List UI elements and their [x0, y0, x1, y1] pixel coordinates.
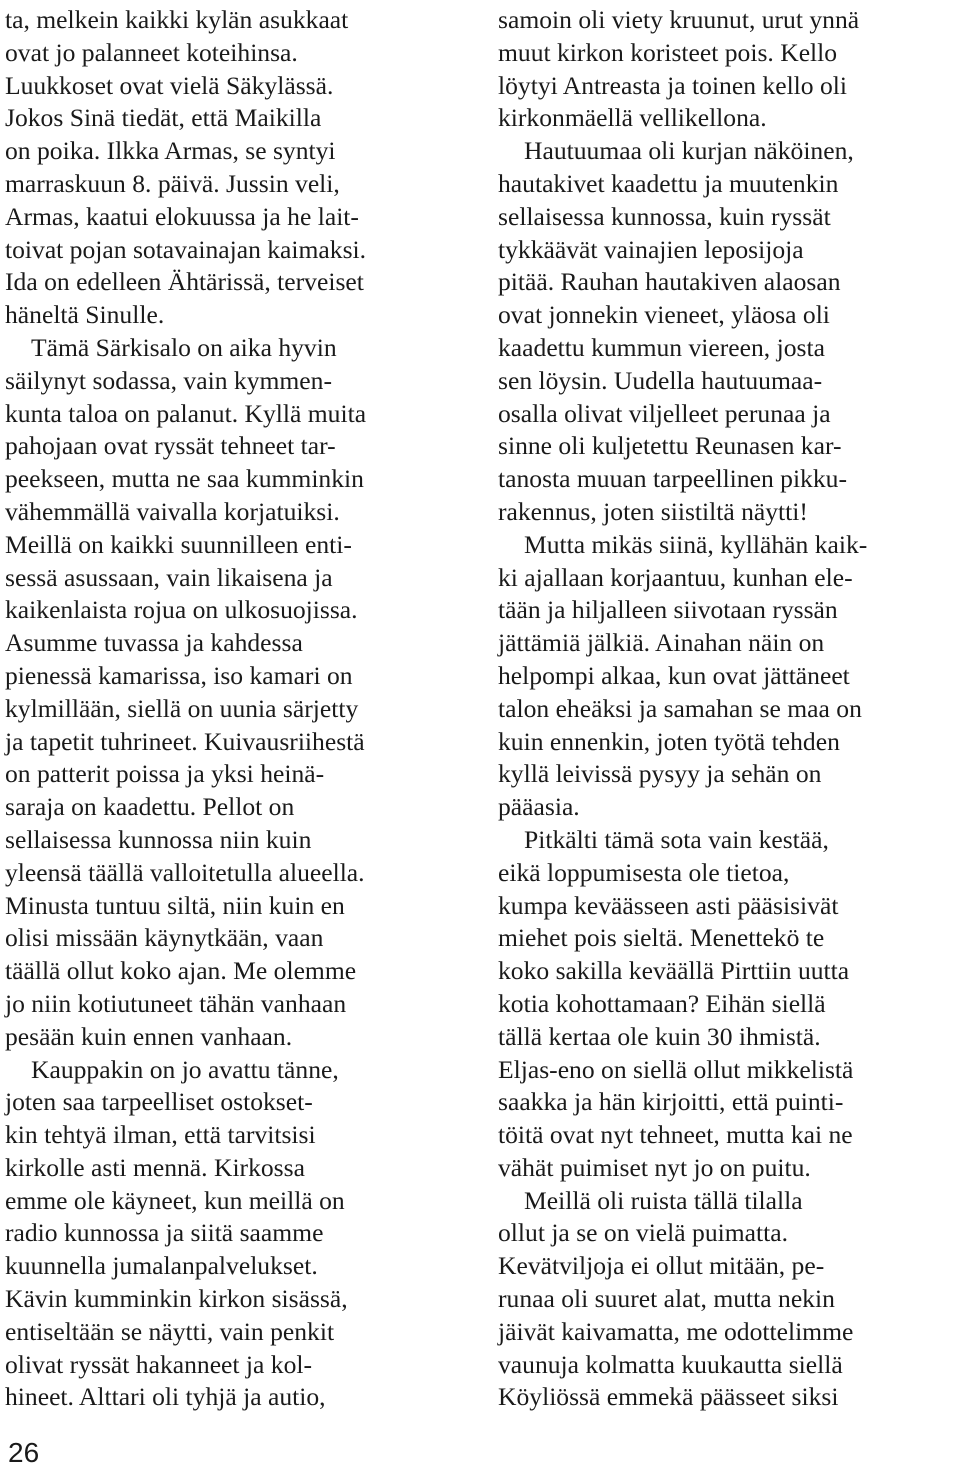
- text-line: sessä asussaan, vain likaisena ja: [5, 562, 333, 592]
- text-line: Luukkoset ovat vielä Säkylässä.: [5, 70, 334, 100]
- text-line: pesään kuin ennen vanhaan.: [5, 1021, 293, 1051]
- text-line: jättämiä jälkiä. Ainahan näin on: [498, 628, 825, 658]
- text-line: Kävin kumminkin kirkon sisässä,: [5, 1284, 348, 1314]
- text-line: osalla olivat viljelleet perunaa ja: [498, 398, 831, 428]
- text-line: Eljas-eno on siellä ollut mikkelistä: [498, 1054, 854, 1084]
- text-line: runaa oli suuret alat, mutta nekin: [498, 1284, 835, 1314]
- text-line: Jokos Sinä tiedät, että Maikilla: [5, 103, 322, 133]
- text-line: saraja on kaadettu. Pellot on: [5, 792, 295, 822]
- text-line: Mutta mikäs siinä, kyllähän kaik-: [524, 529, 868, 559]
- text-line: muut kirkon koristeet pois. Kello: [498, 37, 838, 67]
- text-line: jäivät kaivamatta, me odottelimme: [498, 1316, 854, 1346]
- text-line: sinne oli kuljetettu Reunasen kar-: [498, 431, 842, 461]
- text-line: sen löysin. Uudella hautuumaa-: [498, 365, 823, 395]
- text-line: Minusta tuntuu siltä, niin kuin en: [5, 890, 345, 920]
- text-line: ovat jonnekin vieneet, yläosa oli: [498, 300, 830, 330]
- text-line: toivat pojan sotavainajan kaimaksi.: [5, 234, 367, 264]
- text-line: samoin oli viety kruunut, urut ynnä: [498, 5, 860, 34]
- text-line: Kevätviljoja ei ollut mitään, pe-: [498, 1251, 825, 1281]
- text-line: helpompi alkaa, kun ovat jättäneet: [498, 660, 850, 690]
- text-line: tään ja hiljalleen siivotaan ryssän: [498, 595, 838, 625]
- text-line: sellaisessa kunnossa niin kuin: [5, 824, 312, 854]
- text-line: kotia kohottamaan? Eihän siellä: [498, 988, 826, 1018]
- text-line: radio kunnossa ja siitä saamme: [5, 1218, 324, 1248]
- text-line: hautakivet kaadettu ja muutenkin: [498, 168, 839, 198]
- text-line: pienessä kamarissa, iso kamari on: [5, 660, 353, 690]
- text-line: olivat ryssät hakanneet ja kol-: [5, 1349, 313, 1379]
- text-line: Köyliössä emmekä päässeet siksi: [498, 1382, 839, 1412]
- left-text-column: [5, 4, 467, 1414]
- text-line: löytyi Antreasta ja toinen kello oli: [498, 70, 848, 100]
- text-line: kyllä leivissä pysyy ja sehän on: [498, 759, 822, 789]
- text-line: pääasia.: [498, 792, 580, 822]
- text-line: tällä kertaa ole kuin 30 ihmistä.: [498, 1021, 821, 1051]
- text-line: sellaisessa kunnossa, kuin ryssät: [498, 201, 831, 231]
- text-line: tanosta muuan tarpeellinen pikku-: [498, 464, 847, 494]
- text-line: ollut ja se on vielä puimatta.: [498, 1218, 788, 1248]
- text-line: ja tapetit tuhrineet. Kuivausriihestä: [5, 726, 365, 756]
- text-line: vähemmällä vaivalla korjatuiksi.: [5, 496, 340, 526]
- text-line: Armas, kaatui elokuussa ja he lait-: [5, 201, 359, 231]
- text-line: Pitkälti tämä sota vain kestää,: [524, 824, 829, 854]
- text-line: saakka ja hän kirjoitti, että puinti-: [498, 1087, 844, 1117]
- text-line: Asumme tuvassa ja kahdessa: [5, 628, 303, 658]
- text-line: entiseltään se näytti, vain penkit: [5, 1316, 335, 1346]
- text-line: kuunnella jumalanpalvelukset.: [5, 1251, 318, 1281]
- text-line: häneltä Sinulle.: [5, 300, 165, 330]
- text-line: kaadettu kummun viereen, josta: [498, 332, 825, 362]
- text-line: vähät puimiset nyt jo on puitu.: [498, 1152, 811, 1182]
- text-line: miehet pois sieltä. Menettekö te: [498, 923, 825, 953]
- text-line: Meillä oli ruista tällä tilalla: [524, 1185, 803, 1215]
- text-line: kumpa keväässeen asti pääsisivät: [498, 890, 839, 920]
- text-line: säilynyt sodassa, vain kymmen-: [5, 365, 332, 395]
- text-line: Hautuumaa oli kurjan näköinen,: [524, 136, 854, 166]
- text-line: on poika. Ilkka Armas, se syntyi: [5, 136, 336, 166]
- text-line: pahojaan ovat ryssät tehneet tar-: [5, 431, 336, 461]
- text-line: Kauppakin on jo avattu tänne,: [31, 1054, 339, 1084]
- text-line: peekseen, mutta ne saa kumminkin: [5, 464, 364, 494]
- text-line: kunta taloa on palanut. Kyllä muita: [5, 398, 367, 428]
- text-line: kylmillään, siellä on uunia särjetty: [5, 693, 359, 723]
- text-line: joten saa tarpeelliset ostokset-: [5, 1087, 313, 1117]
- text-line: yleensä täällä valloitetulla alueella.: [5, 857, 365, 887]
- text-line: Tämä Särkisalo on aika hyvin: [31, 332, 337, 362]
- text-line: Meillä on kaikki suunnilleen enti-: [5, 529, 352, 559]
- text-line: pitää. Rauhan hautakiven alaosan: [498, 267, 841, 297]
- text-line: talon eheäksi ja samahan se maa on: [498, 693, 862, 723]
- text-line: töitä ovat nyt tehneet, mutta kai ne: [498, 1120, 853, 1150]
- text-line: kuin ennenkin, joten työtä tehden: [498, 726, 840, 756]
- text-line: tykkäävät vainajien leposijoja: [498, 234, 804, 264]
- text-line: hineet. Alttari oli tyhjä ja autio,: [5, 1382, 326, 1412]
- text-line: ki ajallaan korjaantuu, kunhan ele-: [498, 562, 853, 592]
- text-line: jo niin kotiutuneet tähän vanhaan: [5, 988, 347, 1018]
- text-line: on patterit poissa ja yksi heinä-: [5, 759, 325, 789]
- text-line: olisi missään käynytkään, vaan: [5, 923, 324, 953]
- text-line: ta, melkein kaikki kylän asukkaat: [5, 5, 349, 34]
- text-line: Ida on edelleen Ähtärissä, terveiset: [5, 267, 364, 297]
- text-line: emme ole käyneet, kun meillä on: [5, 1185, 345, 1215]
- right-text-column: [498, 4, 960, 1414]
- page-number: 26: [8, 1437, 40, 1468]
- text-line: eikä loppumisesta ole tietoa,: [498, 857, 790, 887]
- text-line: rakennus, joten siistiltä näytti!: [498, 496, 808, 526]
- text-line: ovat jo palanneet koteihinsa.: [5, 37, 298, 67]
- text-line: kin tehtyä ilman, että tarvitsisi: [5, 1120, 316, 1150]
- text-line: kaikenlaista rojua on ulkosuojissa.: [5, 595, 358, 625]
- text-line: kirkonmäellä vellikellona.: [498, 103, 767, 133]
- text-line: kirkolle asti mennä. Kirkossa: [5, 1152, 305, 1182]
- text-line: vaunuja kolmatta kuukautta siellä: [498, 1349, 843, 1379]
- text-line: täällä ollut koko ajan. Me olemme: [5, 956, 357, 986]
- text-line: koko sakilla keväällä Pirttiin uutta: [498, 956, 850, 986]
- text-line: marraskuun 8. päivä. Jussin veli,: [5, 168, 340, 198]
